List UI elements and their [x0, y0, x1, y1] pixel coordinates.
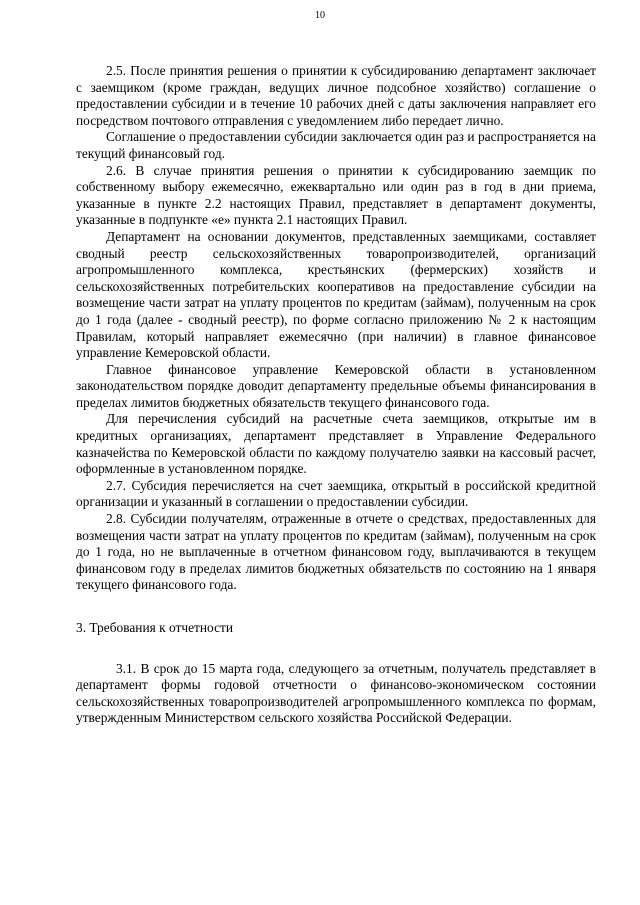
- paragraph-2-7: 2.7. Субсидия перечисляется на счет заемщика, открытый в российской кредитной организации и указанный в соглашении о предоставлении субсидии.: [76, 477, 596, 510]
- paragraph-finance-department: Главное финансовое управление Кемеровской области в установленном законодательством порядке доводит департаменту предельные объемы финансирования в пределах лимитов бюджетных обязательств текущего финансового года.: [76, 361, 596, 410]
- section-heading-reporting: 3. Требования к отчетности: [76, 620, 234, 635]
- paragraph-registry: Департамент на основании документов, представленных заемщиками, составляет сводный реестр сельскохозяйственных товаропроизводителей, организаций агропромышленного комплекса, крестьянских (фермерских) хозяйств и сельскохозяйственных потребительских кооперативов на предоставление субсидии на возмещение части затрат на уплату процентов по кредитам (займам), полученным на срок до 1 года (далее - сводный реестр), по форме согласно приложению № 2 к настоящим Правилам, который направляет ежемесячно (при наличии) в главное финансовое управление Кемеровской области.: [76, 228, 596, 361]
- document-body: [76, 63, 596, 727]
- paragraph-agreement: Соглашение о предоставлении субсидии заключается один раз и распространяется на текущий финансовый год.: [76, 129, 596, 161]
- section-gap: [76, 594, 596, 620]
- paragraph-2-6: 2.6. В случае принятия решения о принятии к субсидированию заемщик по собственному выбору ежемесячно, ежеквартально или один раз в год в дни приема, указанные в пункте 2.2 настоящих Правил, представляет в департамент документы, указанные в подпункте «е» пункта 2.1 настоящих Правил.: [76, 162, 596, 228]
- page-number: 10: [315, 10, 325, 21]
- section-gap-small: [76, 637, 596, 661]
- paragraph-3-1: 3.1. В срок до 15 марта года, следующего за отчетным, получатель представляет в департамент формы годовой отчетности о финансово-экономическом состоянии сельскохозяйственных товаропроизводителей агропромышленного комплекса по формам, утвержденным Министерством сельского хозяйства Российской Федерации.: [76, 660, 596, 726]
- paragraph-2-5: 2.5. После принятия решения о принятии к субсидированию департамент заключает с заемщиком (кроме граждан, ведущих личное подсобное хозяйство) соглашение о предоставлении субсидии и в течение 10 рабочих дней с даты заключения направляет его посредством почтового отправления с уведомлением либо передает лично.: [76, 63, 596, 128]
- paragraph-transfer: Для перечисления субсидий на расчетные счета заемщиков, открытые им в кредитных организациях, департамент представляет в Управление Федерального казначейства по Кемеровской области по каждому получателю заявки на кассовый расчет, оформленные в установленном порядке.: [76, 411, 596, 477]
- paragraph-2-8: 2.8. Субсидии получателям, отраженные в отчете о средствах, предоставленных для возмещения части затрат на уплату процентов по кредитам (займам), полученным на срок до 1 года, но не выплаченные в отчетном финансовом году, выплачиваются в текущем финансовом году в пределах лимитов бюджетных обязательств по состоянию на 1 января текущего финансового года.: [76, 511, 596, 593]
